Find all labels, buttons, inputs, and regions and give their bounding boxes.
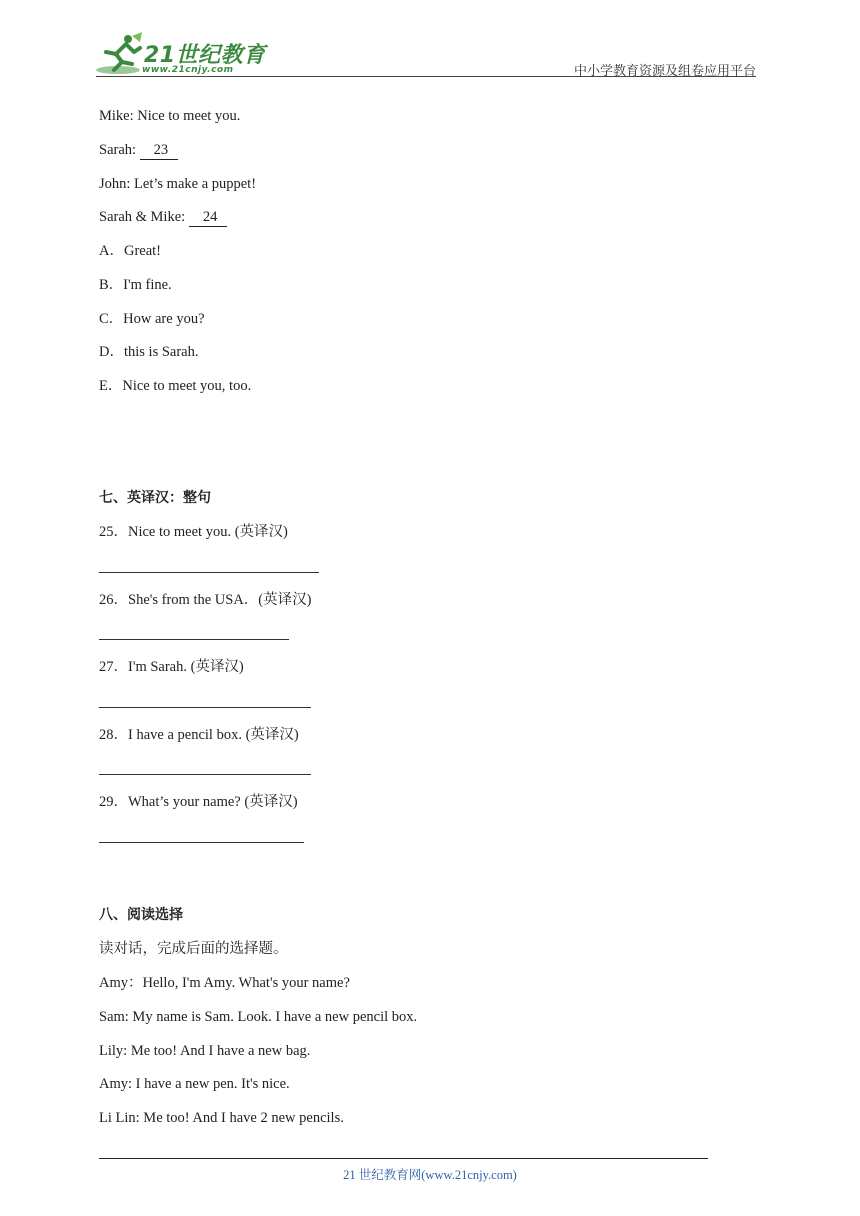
logo (96, 32, 266, 78)
speaker: Sarah: (99, 142, 140, 158)
logo-url: www.21cnjy.com (142, 65, 234, 75)
option-d: D．this is Sarah. (99, 344, 199, 360)
instruction: 读对话，完成后面的选择题。 (99, 941, 288, 957)
answer-line[interactable] (99, 707, 311, 708)
question-29: 29．What’s your name? (英译汉) (99, 794, 298, 810)
blank-number[interactable]: 23 (140, 141, 179, 160)
dialogue-line-blank (99, 208, 227, 227)
answer-line[interactable] (99, 639, 289, 640)
header-divider (96, 76, 756, 77)
question-26: 26．She's from the USA．(英译汉) (99, 592, 312, 608)
answer-line[interactable] (99, 774, 311, 775)
dialogue-line-blank (99, 141, 178, 160)
reading-line: Amy: I have a new pen. It's nice. (99, 1076, 290, 1092)
option-b: B．I'm fine. (99, 277, 172, 293)
section-title: 七、英译汉：整句 (99, 490, 211, 506)
footer-link[interactable]: 21 世纪教育网(www.21cnjy.com) (343, 1168, 517, 1182)
section-title: 八、阅读选择 (99, 907, 183, 923)
option-e: E．Nice to meet you, too. (99, 378, 252, 394)
answer-line[interactable] (99, 842, 304, 843)
option-c: C．How are you? (99, 311, 205, 327)
runner-logo-icon (96, 32, 146, 78)
blank-number[interactable]: 24 (189, 208, 228, 227)
logo-text: 21世纪教育 (144, 43, 266, 68)
reading-line: Amy：Hello, I'm Amy. What's your name? (99, 975, 350, 991)
reading-line: Li Lin: Me too! And I have 2 new pencils. (99, 1110, 344, 1126)
site-name: 中小学教育资源及组卷应用平台 (573, 63, 756, 78)
page-header (96, 32, 756, 78)
dialogue-line: Mike: Nice to meet you. (99, 108, 241, 124)
dialogue-line: John: Let’s make a puppet! (99, 176, 257, 192)
speaker: Sarah & Mike: (99, 209, 189, 225)
question-27: 27．I'm Sarah. (英译汉) (99, 659, 244, 675)
answer-line[interactable] (99, 572, 319, 573)
question-28: 28．I have a pencil box. (英译汉) (99, 727, 299, 743)
footer-divider (99, 1158, 708, 1159)
reading-line: Lily: Me too! And I have a new bag. (99, 1043, 311, 1059)
option-a: A．Great! (99, 243, 162, 259)
question-25: 25．Nice to meet you. (英译汉) (99, 524, 288, 540)
reading-line: Sam: My name is Sam. Look. I have a new pencil box. (99, 1009, 418, 1025)
